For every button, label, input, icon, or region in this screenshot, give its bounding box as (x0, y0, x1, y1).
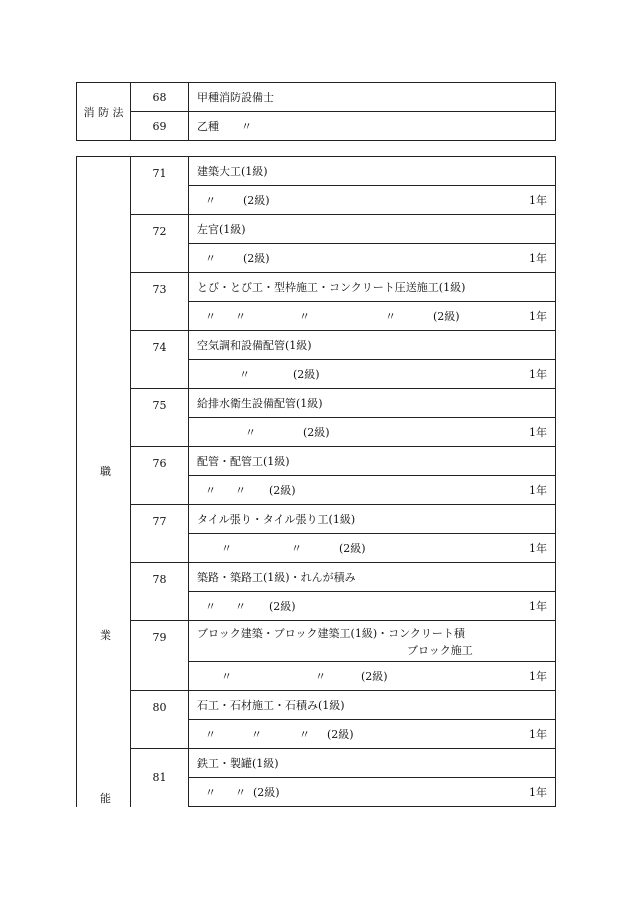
period-label: 1年 (529, 194, 547, 207)
qualification-name: 給排水衛生設備配管(1級) (197, 397, 323, 410)
grade2-cell (189, 534, 556, 563)
qualification-name: 石工・石材施工・石積み(1級) (197, 699, 345, 712)
item-number: 68 (131, 83, 189, 112)
grade1-cell (189, 563, 556, 592)
ditto-mark: 〃 (235, 600, 246, 613)
grade-label: (2級) (433, 310, 460, 323)
grade1-cell (189, 215, 556, 244)
item-number: 72 (131, 215, 189, 273)
period-label: 1年 (529, 728, 547, 741)
ditto-mark: 〃 (299, 310, 310, 323)
grade2-cell (189, 662, 556, 691)
period-label: 1年 (529, 786, 547, 799)
item-number: 75 (131, 389, 189, 447)
ditto-mark: 〃 (385, 310, 396, 323)
ditto-mark: 〃 (291, 542, 302, 555)
grade1-cell (189, 157, 556, 186)
qualification-cell (189, 83, 556, 112)
period-label: 1年 (529, 600, 547, 613)
grade2-cell (189, 418, 556, 447)
grade2-cell (189, 778, 556, 807)
period-label: 1年 (529, 310, 547, 323)
qualification-name: タイル張り・タイル張り工(1級) (197, 513, 356, 526)
grade1-cell (189, 749, 556, 778)
period-label: 1年 (529, 484, 547, 497)
category-cell (77, 157, 131, 807)
grade-label: (2級) (243, 252, 270, 265)
item-number: 78 (131, 563, 189, 621)
grade-label: (2級) (243, 194, 270, 207)
qualification-name: 建築大工(1級) (197, 165, 268, 178)
qualification-name: 配管・配管工(1級) (197, 455, 290, 468)
ditto-mark: 〃 (205, 194, 216, 207)
period-label: 1年 (529, 542, 547, 555)
ditto-mark: 〃 (235, 484, 246, 497)
grade1-cell (189, 389, 556, 418)
ditto-mark: 〃 (299, 728, 310, 741)
grade-label: (2級) (293, 368, 320, 381)
category-char: 能 (100, 792, 111, 805)
period-label: 1年 (529, 426, 547, 439)
qualification-name: 左官(1級) (197, 223, 246, 236)
fire-law-table (76, 82, 556, 141)
category-char: 業 (100, 629, 111, 642)
item-number: 80 (131, 691, 189, 749)
item-number: 74 (131, 331, 189, 389)
item-number: 76 (131, 447, 189, 505)
period-label: 1年 (529, 670, 547, 683)
grade2-cell (189, 360, 556, 389)
ditto-mark: 〃 (251, 728, 262, 741)
ditto-mark: 〃 (205, 600, 216, 613)
ditto-mark: 〃 (205, 728, 216, 741)
ditto-mark: 〃 (235, 786, 246, 799)
vocational-table (76, 156, 556, 807)
grade-label: (2級) (269, 484, 296, 497)
grade-label: (2級) (339, 542, 366, 555)
ditto-mark: 〃 (239, 368, 250, 381)
item-number: 69 (131, 112, 189, 141)
qualification-name: 鉄工・製罐(1級) (197, 757, 279, 770)
item-number: 77 (131, 505, 189, 563)
grade1-cell (189, 273, 556, 302)
grade2-cell (189, 592, 556, 621)
grade1-cell (189, 505, 556, 534)
grade2-cell (189, 302, 556, 331)
ditto-mark: 〃 (205, 310, 216, 323)
item-number: 81 (131, 749, 189, 807)
ditto-mark: 〃 (221, 670, 232, 683)
item-number: 71 (131, 157, 189, 215)
grade-label: (2級) (269, 600, 296, 613)
qualification-name: 乙種 〃 (197, 120, 252, 133)
grade1-cell (189, 447, 556, 476)
grade-label: (2級) (303, 426, 330, 439)
grade2-cell (189, 476, 556, 505)
item-number: 73 (131, 273, 189, 331)
grade1-cell (189, 691, 556, 720)
item-number: 79 (131, 621, 189, 691)
ditto-mark: 〃 (205, 786, 216, 799)
period-label: 1年 (529, 252, 547, 265)
qualification-name-continued: ブロック施工 (407, 644, 473, 657)
grade1-cell (189, 331, 556, 360)
category-char: 職 (100, 465, 111, 478)
qualification-name: 甲種消防設備士 (197, 91, 274, 104)
qualification-name: ブロック建築・ブロック建築工(1級)・コンクリート積 (197, 627, 465, 640)
ditto-mark: 〃 (221, 542, 232, 555)
ditto-mark: 〃 (315, 670, 326, 683)
qualification-name: 空気調和設備配管(1級) (197, 339, 312, 352)
ditto-mark: 〃 (235, 310, 246, 323)
category-cell: 消 防 法 (77, 83, 131, 141)
ditto-mark: 〃 (245, 426, 256, 439)
grade2-cell (189, 244, 556, 273)
grade-label: (2級) (253, 786, 280, 799)
grade2-cell (189, 720, 556, 749)
qualification-cell (189, 112, 556, 141)
grade-label: (2級) (361, 670, 388, 683)
grade2-cell (189, 186, 556, 215)
period-label: 1年 (529, 368, 547, 381)
qualification-name: とび・とび工・型枠施工・コンクリート圧送施工(1級) (197, 281, 466, 294)
qualification-name: 築路・築路工(1級)・れんが積み (197, 571, 356, 584)
ditto-mark: 〃 (205, 484, 216, 497)
ditto-mark: 〃 (205, 252, 216, 265)
grade-label: (2級) (327, 728, 354, 741)
grade1-cell (189, 621, 556, 662)
